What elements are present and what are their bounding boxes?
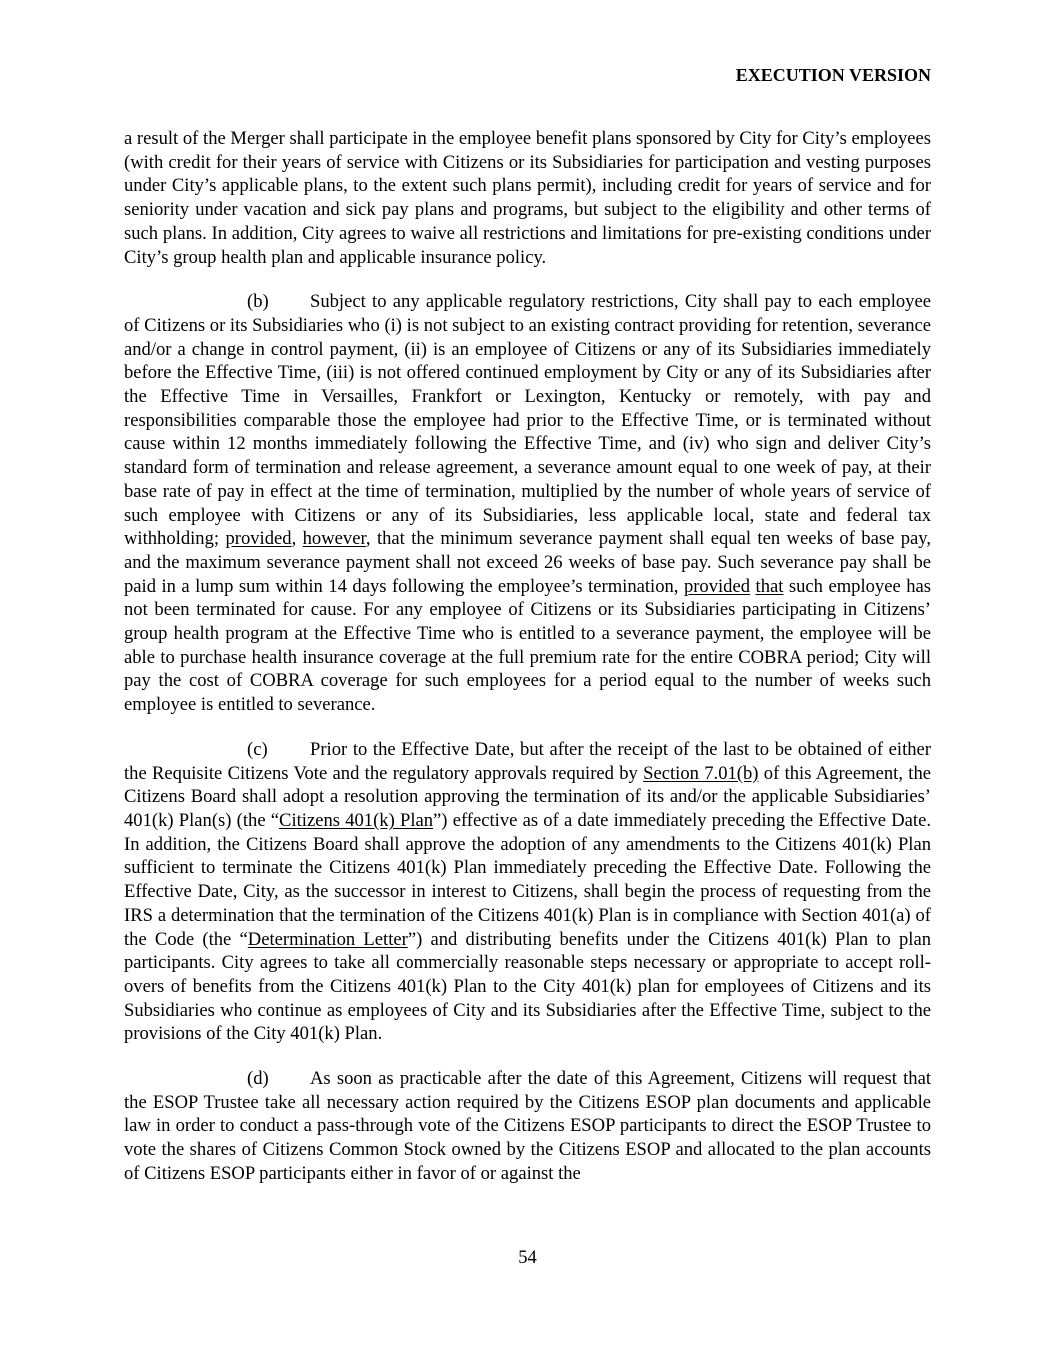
defined-term-citizens-401k-plan: Citizens 401(k) Plan bbox=[279, 809, 434, 831]
paragraph-c-text-2: of this Agreement, the Citizens Board shall adopt a resolution approving the termination of its and/or the applicable Subsidiaries’ 401(k) Plan(s) (the “ bbox=[124, 762, 932, 831]
paragraph-b-label: (b) bbox=[247, 291, 269, 313]
page-number: 54 bbox=[518, 1247, 537, 1268]
execution-version-header: EXECUTION VERSION bbox=[735, 65, 931, 85]
underlined-provided-2: provided bbox=[683, 575, 751, 597]
paragraph-b-text-3: , that the minimum severance payment shall equal ten weeks of base pay, and the maximum severance payment shall not exceed 26 weeks of base pay. Such severance pay shall be paid in a lump sum within 14 days following the employee’s termination, bbox=[124, 528, 932, 597]
underlined-that: that bbox=[755, 575, 784, 597]
document-body bbox=[124, 127, 931, 1207]
section-reference: Section 7.01(b) bbox=[643, 762, 759, 784]
paragraph-c bbox=[124, 738, 931, 1046]
paragraph-b bbox=[124, 290, 931, 717]
paragraph-d bbox=[124, 1067, 931, 1186]
underlined-provided: provided bbox=[225, 528, 292, 550]
paragraph-c-label: (c) bbox=[247, 738, 268, 760]
paragraph-d-text-1: As soon as practicable after the date of this Agreement, Citizens will request that the ESOP Trustee take all necessary action required by the Citizens ESOP plan documents and applicable law in order to conduct a pass-through vote of the Citizens ESOP participants to direct the ESOP Trustee to vote the shares of Citizens Common Stock owned by the Citizens ESOP and allocated to the plan accounts of Citizens ESOP participants either in favor of or against the bbox=[124, 1068, 931, 1184]
paragraph-b-text-5: such employee has not been terminated for cause. For any employee of Citizens or its Subsidiaries participating in Citizens’ group health program at the Effective Time who is entitled to a severance payment, the employee will be able to purchase health insurance coverage at the full premium rate for the entire COBRA period; City will pay the cost of COBRA coverage for such employees for a period equal to the number of weeks such employee is entitled to severance. bbox=[124, 575, 931, 716]
paragraph-b-text-1: Subject to any applicable regulatory restrictions, City shall pay to each employee of Citizens or its Subsidiaries who (i) is not subject to an existing contract providing for retention, severance and/or a change in control payment, (ii) is an employee of Citizens or any of its Subsidiaries immediately before the Effective Time, (iii) is not offered continued employment by City or any of its Subsidiaries after the Effective Time in Versailles, Frankfort or Lexington, Kentucky or remotely, with pay and responsibilities comparable those the employee had prior to the Effective Time, or is terminated without cause within 12 months immediately following the Effective Time, and (iv) who sign and deliver City’s standard form of termination and release agreement, a severance amount equal to one week of pay, at their base rate of pay in effect at the time of termination, multiplied by the number of whole years of service of such employee with Citizens or any of its Subsidiaries, less applicable local, state and federal tax withholding; bbox=[124, 291, 931, 550]
defined-term-determination-letter: Determination Letter bbox=[247, 928, 408, 950]
paragraph-d-label: (d) bbox=[247, 1068, 269, 1090]
paragraph-c-text-1: Prior to the Effective Date, but after the receipt of the last to be obtained of either the Requisite Citizens Vote and the regulatory approvals required by bbox=[124, 738, 931, 784]
paragraph-intro: a result of the Merger shall participate in the employee benefit plans sponsored by City for City’s employees (with credit for their years of service with Citizens or its Subsidiaries for participation and vesting purposes under City’s applicable plans, to the extent such plans permit), including credit for years of service and for seniority under vacation and sick pay plans and programs, but subject to the eligibility and other terms of such plans. In addition, City agrees to waive all restrictions and limitations for pre-existing conditions under City’s group health plan and applicable insurance policy. bbox=[124, 128, 931, 268]
underlined-however: however bbox=[302, 528, 366, 550]
paragraph-b-text-2: , bbox=[291, 528, 303, 550]
paragraph-c-text-4: ”) and distributing benefits under the Citizens 401(k) Plan to plan participants. City agrees to take all commercially reasonable steps necessary or appropriate to accept roll-overs of benefits from the Citizens 401(k) Plan to the City 401(k) plan for employees of Citizens and its Subsidiaries who continue as employees of City and its Subsidiaries after the Effective Time, subject to the provisions of the City 401(k) Plan. bbox=[124, 928, 932, 1045]
paragraph-c-text-3: ”) effective as of a date immediately preceding the Effective Date. In addition, the Citizens Board shall approve the adoption of any amendments to the Citizens 401(k) Plan sufficient to terminate the Citizens 401(k) Plan immediately preceding the Effective Date. Following the Effective Date, City, as the successor in interest to Citizens, shall begin the process of requesting from the IRS a determination that the termination of the Citizens 401(k) Plan is in compliance with Section 401(a) of the Code (the “ bbox=[124, 809, 931, 950]
